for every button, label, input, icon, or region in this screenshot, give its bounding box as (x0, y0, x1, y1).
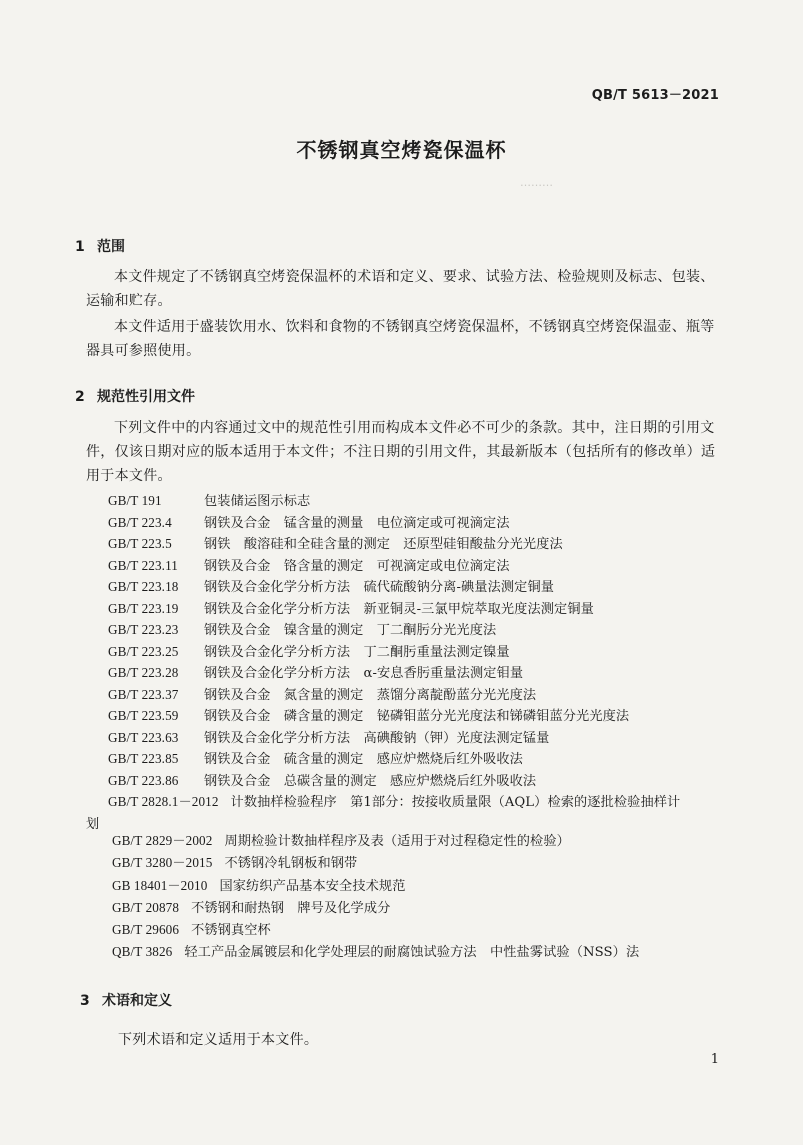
reference-title: 钢铁及合金 总碳含量的测定 感应炉燃烧后红外吸收法 (204, 773, 537, 789)
reference-title: 钢铁及合金 铬含量的测定 可视滴定或电位滴定法 (204, 558, 510, 574)
reference-item (112, 875, 742, 897)
reference-code: GB/T 223.4 (108, 514, 172, 530)
reference-item (112, 941, 742, 963)
reference-title: 不锈钢和耐热钢 牌号及化学成分 (191, 900, 391, 916)
reference-item (112, 919, 742, 941)
reference-code: GB/T 223.11 (108, 557, 178, 573)
reference-code: GB/T 223.19 (108, 600, 179, 616)
bleed-through-text: ……… (520, 176, 553, 189)
reference-item (108, 533, 738, 555)
reference-code: GB/T 223.28 (108, 665, 179, 680)
reference-title: 钢铁 酸溶硅和全硅含量的测定 还原型硅钼酸盐分光光度法 (204, 537, 563, 552)
reference-code: GB/T 2829－2002 (112, 833, 213, 848)
reference-continuation: 划 (86, 816, 100, 832)
reference-code: GB/T 223.18 (108, 579, 179, 594)
section-2-heading (75, 386, 195, 406)
section-1-paragraph-1: 本文件规定了不锈钢真空烤瓷保温杯的术语和定义、要求、试验方法、检验规则及标志、包装、运输和贮存。 (86, 269, 715, 309)
reference-code: GB/T 223.85 (108, 751, 179, 766)
reference-item (112, 897, 742, 919)
reference-title: 钢铁及合金化学分析方法 高碘酸钠（钾）光度法测定锰量 (204, 730, 550, 746)
reference-code: GB 18401－2010 (112, 877, 208, 893)
reference-code: GB/T 191 (108, 493, 162, 508)
reference-code: GB/T 223.25 (108, 643, 179, 659)
reference-title: 钢铁及合金化学分析方法 新亚铜灵-三氯甲烷萃取光度法测定铜量 (204, 601, 594, 617)
reference-item (112, 830, 742, 852)
normative-references-list-b (112, 830, 742, 964)
reference-code: GB/T 29606 (112, 922, 180, 938)
reference-item (108, 512, 738, 534)
reference-code: GB/T 20878 (112, 899, 180, 915)
standard-code: QB/T 5613－2021 (591, 88, 719, 103)
reference-code: GB/T 223.86 (108, 772, 179, 788)
reference-item (108, 555, 738, 577)
reference-title: 钢铁及合金 锰含量的测量 电位滴定或可视滴定法 (204, 515, 510, 531)
reference-title: 轻工产品金属镀层和化学处理层的耐腐蚀试验方法 中性盐雾试验（NSS）法 (184, 945, 640, 961)
reference-item (112, 852, 742, 874)
section-2-intro: 下列文件中的内容通过文中的规范性引用而构成本文件必不可少的条款。其中，注日期的引用文件，仅该日期对应的版本适用于本文件；不注日期的引用文件，其最新版本（包括所有的修改单）适用于本文件。 (86, 420, 716, 484)
reference-item (108, 791, 738, 813)
reference-item (108, 684, 738, 706)
reference-item (108, 770, 738, 792)
reference-title: 包装储运图示标志 (204, 494, 311, 509)
reference-title: 钢铁及合金 硫含量的测定 感应炉燃烧后红外吸收法 (204, 752, 523, 767)
section-1-paragraph-2: 本文件适用于盛装饮用水、饮料和食物的不锈钢真空烤瓷保温杯，不锈钢真空烤瓷保温壶、瓶等器具可参照使用。 (86, 319, 715, 359)
section-title: 范围 (97, 239, 125, 255)
section-number: 3 (80, 993, 90, 1009)
reference-code: QB/T 3826 (112, 944, 173, 960)
reference-code: GB/T 3280－2015 (112, 855, 213, 871)
section-3-intro: 下列术语和定义适用于本文件。 (118, 1032, 319, 1048)
reference-title: 周期检验计数抽样程序及表（适用于对过程稳定性的检验） (224, 834, 570, 849)
reference-item (108, 748, 738, 770)
section-number: 2 (75, 389, 85, 405)
document-title: 不锈钢真空烤瓷保温杯 (296, 138, 507, 162)
normative-references-list (86, 490, 738, 839)
reference-code: GB/T 223.23 (108, 622, 179, 637)
section-title: 术语和定义 (102, 993, 172, 1009)
reference-code: GB/T 223.59 (108, 708, 179, 723)
reference-title: 钢铁及合金 镍含量的测定 丁二酮肟分光光度法 (204, 623, 497, 638)
reference-item (108, 727, 738, 749)
reference-title: 钢铁及合金化学分析方法 丁二酮肟重量法测定镍量 (204, 644, 510, 660)
reference-title: 钢铁及合金化学分析方法 硫代硫酸钠分离-碘量法测定铜量 (204, 580, 555, 595)
reference-item (108, 705, 738, 727)
reference-item (108, 576, 738, 598)
reference-code: GB/T 223.63 (108, 729, 179, 745)
reference-title: 钢铁及合金化学分析方法 α-安息香肟重量法测定钼量 (204, 666, 524, 681)
reference-title: 钢铁及合金 磷含量的测定 铋磷钼蓝分光光度法和锑磷钼蓝分光光度法 (204, 709, 630, 724)
reference-title: 国家纺织产品基本安全技术规范 (219, 878, 406, 894)
section-title: 规范性引用文件 (97, 389, 195, 405)
section-1-heading (75, 236, 125, 256)
section-3-heading (80, 990, 172, 1010)
reference-item (108, 662, 738, 684)
reference-item (108, 598, 738, 620)
reference-title: 钢铁及合金 氮含量的测定 蒸馏分离靛酚蓝分光光度法 (204, 687, 537, 703)
page-number: 1 (710, 1052, 719, 1067)
reference-code: GB/T 223.5 (108, 536, 172, 551)
reference-title: 不锈钢真空杯 (191, 923, 271, 939)
section-number: 1 (75, 239, 85, 255)
reference-code: GB/T 223.37 (108, 686, 179, 702)
reference-title: 不锈钢冷轧钢板和钢带 (224, 856, 358, 872)
reference-title: 计数抽样检验程序 第1部分：按接收质量限（AQL）检索的逐批检验抽样计 (230, 795, 681, 810)
reference-item (108, 641, 738, 663)
reference-item (108, 619, 738, 641)
reference-code: GB/T 2828.1－2012 (108, 794, 219, 809)
reference-item (108, 490, 738, 512)
